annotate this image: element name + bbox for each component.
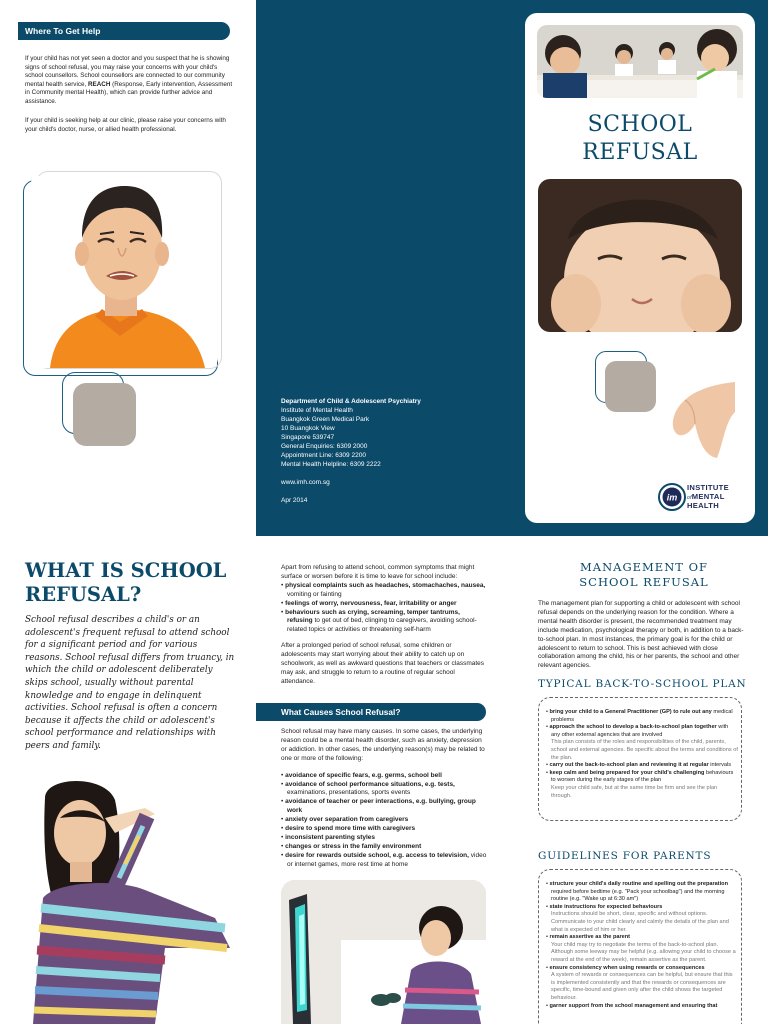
helpline: Mental Health Helpline: 6309 2222 (281, 461, 381, 468)
plan-item: • approach the school to develop a back-to-school plan together with any other external agencies that are involved (546, 724, 729, 738)
cause-item-bold: inconsistent parenting styles (285, 833, 376, 841)
address-line: Buangkok Green Medical Park (281, 416, 370, 423)
plan-item-rest: behaviours to worsen during the early stages of the plan (551, 769, 734, 784)
symptom-item-bold: behaviours such as crying, screaming, temper tantrums, refusing (285, 608, 460, 625)
guideline-item-bold: remain assertive as the parent (549, 934, 631, 941)
logo-text-mental: MENTAL (691, 491, 725, 501)
management-title-line-2: SCHOOL REFUSAL (579, 575, 709, 589)
plan-item: • carry out the back-to-school plan and reviewing it at regular intervals (546, 762, 732, 769)
plan-item-rest: with any other external agencies that are involved (551, 724, 729, 738)
causes-list (281, 772, 488, 870)
guideline-item: • structure your child's daily routine and spelling out the preparation required before bedtime (e.g. "Pack your schoolbag") and the morning routine (e.g. "Wake up at 6:30 am") (546, 881, 729, 903)
plan-item-rest: medical problems (551, 709, 733, 723)
guideline-item-detail: Instructions should be short, clear, specific and without options. Communicate to your child clearly and calmly the details of the plan and what is expected of him or her. (551, 911, 729, 933)
reach-acronym: REACH (88, 80, 111, 88)
general-enquiries: General Enquiries: 6309 2000 (281, 443, 368, 450)
management-body: The management plan for supporting a child or adolescent with school refusal depends on the underlying reason for the condition. Where a mental health disorder is present, the recommended treatment may include medication, psychological therapy or both, in addition to a back-to-school plan. In most instances, the primary goal is for the child or adolescent to return to school. This is best achieved with close collaboration among the child, his or her parents, the school and other relevant agencies. (538, 600, 744, 670)
cause-item-bold: desire for rewards outside school, e.g. access to television, (285, 851, 469, 859)
cover-title-line-1: SCHOOL (587, 112, 693, 137)
smiling-girl-illustration (538, 179, 742, 332)
classroom-photo (537, 25, 743, 98)
help-paragraph-2: If your child is seeking help at our clinic, please raise your concerns with your child's doctor, nurse, or allied health professional. (25, 117, 226, 133)
what-causes-header (256, 703, 486, 721)
symptom-item: • physical complaints such as headaches, stomachaches, nausea, vomiting or fainting (281, 581, 486, 598)
guideline-item-bold: garner support from the school management and ensuring that (549, 1002, 718, 1009)
address-line: 10 Buangkok View (281, 425, 335, 432)
plan-item-bold: carry out the back-to-school plan and reviewing it at regular (549, 762, 709, 769)
hand-image (665, 372, 740, 460)
guideline-item: • state instructions for expected behaviours (546, 903, 663, 910)
guidelines-list (546, 881, 738, 1024)
plan-item-bold: keep calm and being prepared for your child's challenging (549, 769, 705, 776)
what-causes-title: What Causes School Refusal? (281, 707, 401, 717)
thinking-girl-illustration (15, 778, 240, 1024)
guideline-item: • garner support from the school management and ensuring that (546, 1002, 718, 1009)
guideline-item: • remain assertive as the parent (546, 934, 631, 941)
guideline-item-bold: ensure consistency when using rewards or consequences (549, 964, 705, 971)
management-title (538, 560, 750, 590)
plan-item: • keep calm and being prepared for your child's challenging behaviours to worsen during the early stages of the plan (546, 769, 734, 784)
crying-boy-illustration (30, 176, 218, 368)
cause-item: • avoidance of specific fears, e.g. germs, school bell (281, 771, 442, 779)
smiling-girl-photo (538, 179, 742, 332)
address-line: Institute of Mental Health (281, 407, 353, 414)
imh-logo-mark (657, 482, 687, 512)
appointment-line: Appointment Line: 6309 2200 (281, 452, 366, 459)
classroom-illustration (537, 25, 743, 98)
what-title-line-2: REFUSAL? (25, 583, 142, 606)
plan-item-rest: intervals (708, 762, 732, 769)
guideline-item-rest: required before bedtime (e.g. "Pack your schoolbag") and the morning routine (e.g. "Wake up at 6:30 am") (551, 888, 725, 903)
cause-item-bold: anxiety over separation from caregivers (285, 816, 409, 824)
thinking-girl-photo (15, 778, 240, 1024)
where-to-get-help-title: Where To Get Help (25, 26, 101, 36)
cause-item-bold: avoidance of teacher or peer interactions, e.g. bullying, group work (285, 798, 476, 815)
cause-item: • inconsistent parenting styles (281, 833, 376, 841)
imh-logo (657, 481, 747, 513)
symptom-item: • behaviours such as crying, screaming, temper tantrums, refusing to get out of bed, clinging to caregivers, avoiding school-related topics or activities or threatening self-harm (281, 608, 477, 634)
guideline-item-detail: A system of rewards or consequences can be helpful, but ensure that this is implemented consistently and that the rewards or consequences are specific, time-bound and given only after the child shows the targeted behaviour. (551, 972, 733, 1001)
causes-section (281, 728, 488, 870)
logo-text-health: HEALTH (687, 501, 720, 511)
logo-text-institute: INSTITUTE (687, 483, 729, 492)
gaming-girl-photo (281, 880, 486, 1024)
help-p1-text-a: If your child has not yet seen a doctor and you suspect that he is showing signs of school refusal, you may raise your concerns with your child's school counsellors. School counsellors are connected to our community mental health service, (25, 55, 230, 88)
department-name: Department of Child & Adolescent Psychiatry (281, 398, 421, 405)
cause-item: • avoidance of teacher or peer interactions, e.g. bullying, group work (281, 798, 476, 815)
cover-title-line-2: REFUSAL (582, 140, 698, 165)
cover-title (525, 111, 755, 167)
symptom-item-bold: feelings of worry, nervousness, fear, irritability or anger (285, 599, 457, 607)
hand-illustration (665, 372, 740, 460)
back-to-school-heading: TYPICAL BACK-TO-SCHOOL PLAN (538, 678, 747, 690)
guideline-item-detail: Your child may try to negotiate the terms of the back-to-school plan. Although some leeway may be helpful (e.g. allowing your child to choose a reward at the end of the week), remain assertive as the parent. (551, 941, 736, 963)
symptoms-after: After a prolonged period of school refusal, some children or adolescents may start worrying about their ability to catch up on schoolwork, as well as awkward questions that teachers or classmates may ask, and struggle to return to a routine of regular school attendance. (281, 642, 485, 685)
cause-item-bold: avoidance of specific fears, e.g. germs, school bell (285, 771, 442, 779)
imh-logo-text (687, 484, 729, 511)
what-title-line-1: WHAT IS SCHOOL (25, 559, 227, 582)
cause-item: • desire to spend more time with caregivers (281, 825, 416, 833)
cause-item-bold: changes or stress in the family environment (285, 842, 422, 850)
address-line: Singapore 539747 (281, 434, 335, 441)
cover-decor-square-grey (605, 361, 656, 412)
cause-item-rest: examinations, presentations, sports events (287, 789, 411, 797)
guideline-item-bold: structure your child's daily routine and spelling out the preparation (549, 881, 729, 887)
cause-item-bold: avoidance of school performance situations, e.g. tests, (285, 780, 455, 788)
crying-boy-photo (30, 176, 218, 368)
symptom-item-rest: vomiting or fainting (287, 590, 342, 598)
help-paragraph-1 (25, 55, 233, 107)
publication-date: Apr 2014 (281, 497, 308, 504)
back-to-school-list (546, 709, 738, 800)
where-to-get-help-header (18, 22, 230, 40)
plan-item-detail: This plan consists of the roles and responsibilities of the child, parents, school and external agencies. Be specific about the terms and conditions of the plan. (551, 739, 738, 761)
what-is-school-refusal-title (25, 559, 226, 607)
imh-logo-mark-text: im (666, 492, 678, 503)
symptoms-list (281, 582, 486, 635)
symptoms-section (281, 564, 486, 687)
plan-item-detail: Keep your child safe, but at the same time be firm and see the plan through. (551, 784, 718, 799)
guideline-item-bold: state instructions for expected behaviours (549, 903, 663, 910)
cause-item: • changes or stress in the family environment (281, 842, 422, 850)
guideline-item: • ensure consistency when using rewards or consequences (546, 964, 705, 971)
plan-item-bold: bring your child to a General Practitioner (GP) to rule out any (549, 709, 712, 715)
decor-square-grey (73, 383, 136, 446)
guidelines-heading: GUIDELINES FOR PARENTS (538, 850, 712, 862)
cause-item-rest: video or internet games, more rest time at home (287, 851, 487, 868)
gaming-girl-illustration (281, 880, 486, 1024)
cause-item: • anxiety over separation from caregivers (281, 816, 409, 824)
symptom-item: • feelings of worry, nervousness, fear, irritability or anger (281, 599, 457, 607)
cause-item: • desire for rewards outside school, e.g. access to television, video or internet games, more rest time at home (281, 851, 487, 868)
plan-item-bold: approach the school to develop a back-to-school plan together (549, 724, 717, 731)
plan-item: • bring your child to a General Practitioner (GP) to rule out any medical problems (546, 709, 733, 723)
symptoms-lead: Apart from refusing to attend school, common symptoms that might surface or worsen before it is time to leave for school include: (281, 564, 475, 580)
logo-text-of: of (687, 494, 692, 501)
school-refusal-intro: School refusal describes a child's or an adolescent's frequent refusal to attend school for a significant period and for various reasons. School refusal differs from truancy, in which the child or adolescent deliberately skips school, usually without parental knowledge and to engage in delinquent activities. School refusal is often a concern because it affects the child or adolescent's school performance and relationships with peers and family. (25, 615, 235, 751)
cause-item: • avoidance of school performance situations, e.g. tests, examinations, presentations, sports events (281, 780, 455, 797)
cause-item-bold: desire to spend more time with caregivers (285, 825, 416, 833)
symptom-item-bold: physical complaints such as headaches, stomachaches, nausea, (285, 581, 486, 589)
causes-lead: School refusal may have many causes. In some cases, the underlying reason could be a mental health disorder, such as anxiety, depression or addiction. In other cases, the underlying reason(s) may be related to one or more of the following: (281, 728, 485, 762)
website-link[interactable]: www.imh.com.sg (281, 479, 330, 486)
symptom-item-rest: to get out of bed, clinging to caregivers, avoiding school-related topics or activities or threatening self-harm (287, 617, 477, 634)
help-p1-text-b: (Response, Early intervention, Assessment in Community mental Health), which can provide further advice and assistance. (25, 80, 233, 105)
contact-address-block (281, 397, 501, 505)
management-title-line-1: MANAGEMENT OF (580, 560, 708, 574)
